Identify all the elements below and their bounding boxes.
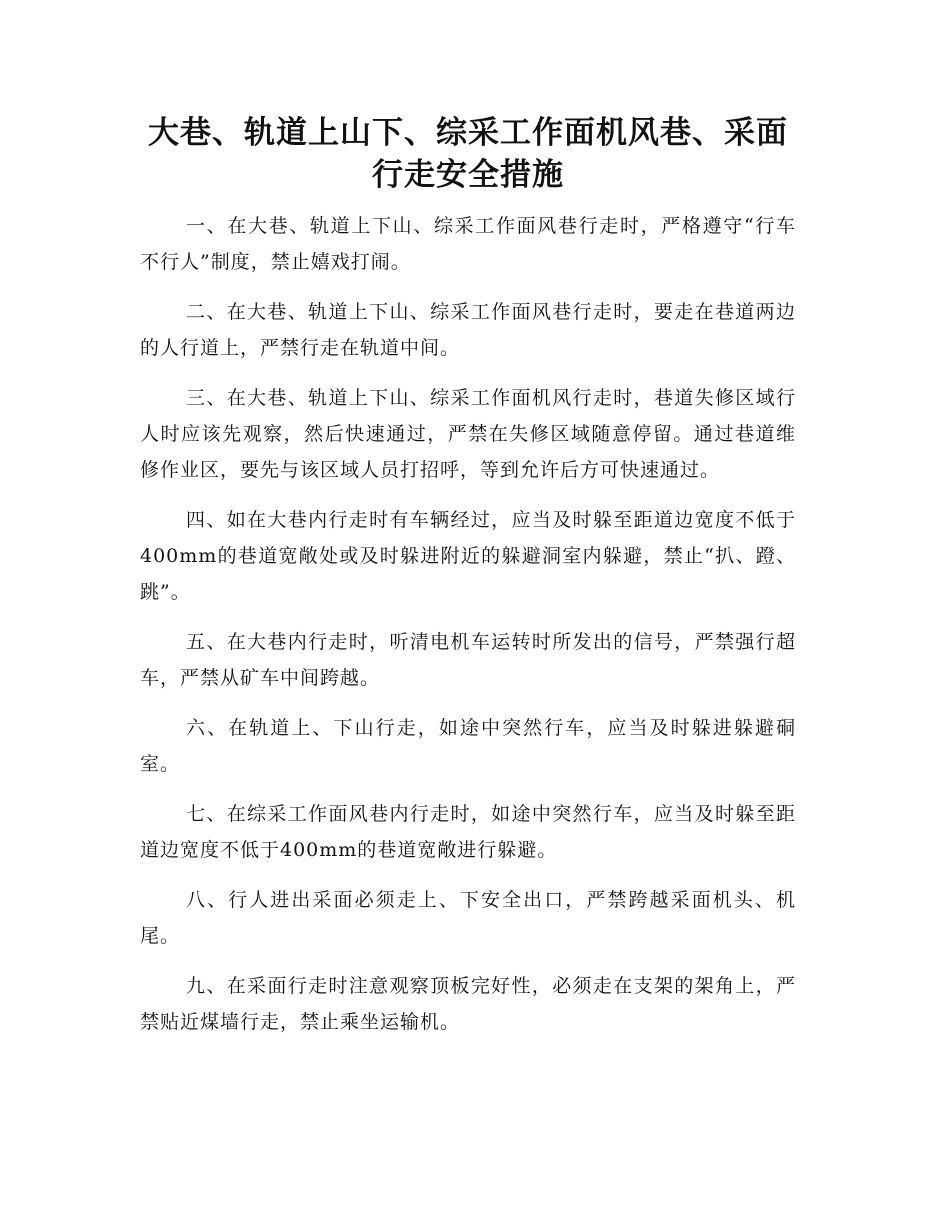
paragraph-1: 一、在大巷、轨道上下山、综采工作面风巷行走时，严格遵守“行车不行人”制度，禁止嬉戏打闹。 [140,215,796,273]
paragraph-7: 七、在综采工作面风巷内行走时，如途中突然行车，应当及时躲至距道边宽度不低于400mm的巷道宽敞进行躲避。 [140,803,796,861]
paragraph-9: 九、在采面行走时注意观察顶板完好性，必须走在支架的架角上，严禁贴近煤墙行走，禁止乘坐运输机。 [140,975,796,1033]
paragraph-5: 五、在大巷内行走时，听清电机车运转时所发出的信号，严禁强行超车，严禁从矿车中间跨越。 [140,631,796,689]
paragraph-2: 二、在大巷、轨道上下山、综采工作面风巷行走时，要走在巷道两边的人行道上，严禁行走在轨道中间。 [140,301,796,359]
paragraph-6: 六、在轨道上、下山行走，如途中突然行车，应当及时躲进躲避硐室。 [140,717,796,775]
paragraph-8: 八、行人进出采面必须走上、下安全出口，严禁跨越采面机头、机尾。 [140,889,796,947]
document-title: 大巷、轨道上山下、综采工作面机风巷、采面行走安全措施 [148,115,788,193]
paragraph-4: 四、如在大巷内行走时有车辆经过，应当及时躲至距道边宽度不低于400mm的巷道宽敞处或及时躲进附近的躲避洞室内躲避，禁止“扒、蹬、跳”。 [140,509,796,603]
paragraph-3: 三、在大巷、轨道上下山、综采工作面机风行走时，巷道失修区域行人时应该先观察，然后快速通过，严禁在失修区域随意停留。通过巷道维修作业区，要先与该区域人员打招呼，等到允许后方可快速通过。 [140,387,796,481]
document-page [140,112,796,1054]
